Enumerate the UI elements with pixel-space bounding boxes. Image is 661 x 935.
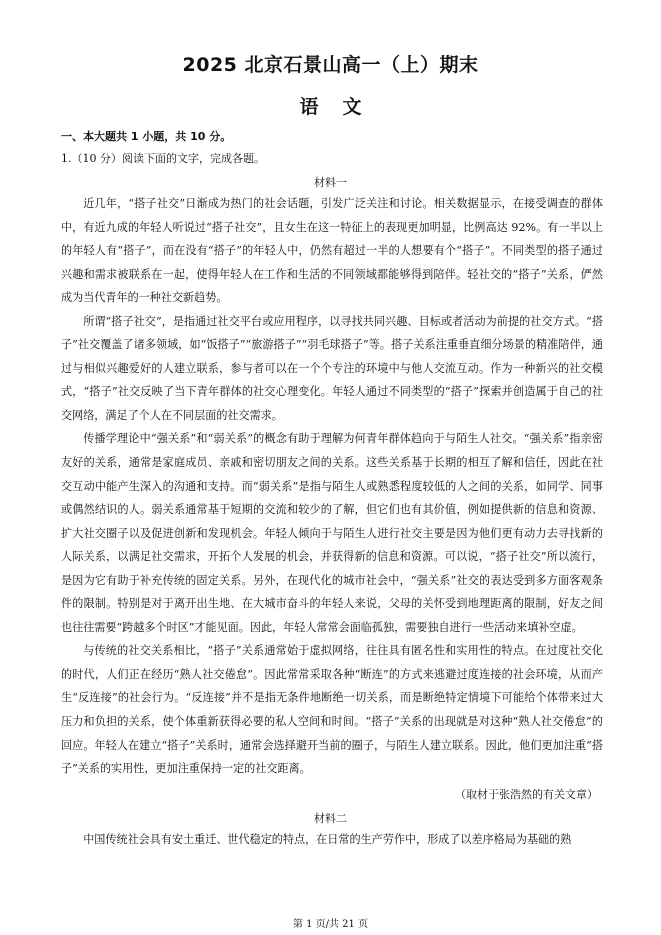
source-note: （取材于张浩然的有关文章） (455, 788, 598, 801)
paragraph: 中国传统社会具有安土重迁、世代稳定的特点，在日常的生产劳作中，形成了以差序格局为基础的熟 (83, 833, 572, 846)
material-two-body (61, 828, 603, 852)
material-two-title: 材料二 (314, 812, 347, 825)
page-number: 第 1 页/共 21 页 (292, 919, 369, 930)
paragraph: 所谓“搭子社交”，是指通过社交平台或应用程序，以寻找共同兴趣、目标或者活动为前提的社交方式。“搭子”社交覆盖了诸多领域，如“饭搭子”“旅游搭子”“羽毛球搭子”等。搭子关系注重垂直细分场景的精准陪伴，通过与相似兴趣爱好的人建立联系，参与者可以在一个个专注的环境中与他人交流互动。作为一种新兴的社交模式，“搭子”社交反映了当下青年群体的社交心理变化。年轻人通过不同类型的“搭子”探索并创造属于自己的社交网络，满足了个人在不同层面的社交需求。 (61, 314, 603, 422)
subject-title: 语文 (299, 96, 386, 118)
paragraph: 近几年，“搭子社交”日渐成为热门的社会话题，引发广泛关注和讨论。相关数据显示，在接受调查的群体中，有近九成的年轻人听说过“搭子社交”，且女生在这一特征上的表现更加明显，比例高达 92%。有一半以上的年轻人有“搭子”，而在没有“搭子”的年轻人中，仍然有超过一半的人想要有个“搭子”。不同类型的搭子通过兴趣和需求被联系在一起，使得年轻人在工作和生活的不同领域都能够得到陪伴。轻社交的“搭子”关系，俨然成为当代青年的一种社交新趋势。 (61, 197, 603, 305)
question-prompt: 1.（10 分）阅读下面的文字，完成各题。 (61, 152, 265, 165)
exam-title: 2025 北京石景山高一（上）期末 (182, 54, 479, 76)
material-one-body (61, 192, 603, 781)
paragraph: 与传统的社交关系相比，“搭子”关系通常始于虚拟网络，往往具有匿名性和实用性的特点。在过度社交化的时代，人们正在经历“熟人社交倦怠”。因此常常采取各种“断连”的方式来逃避过度连接的社会环境，从而产生“反连接”的社会行为。“反连接”并不是指无条件地断绝一切关系，而是断绝特定情境下可能给个体带来过大压力和负担的关系，使个体重新获得必要的私人空间和时间。“搭子”关系的出现就是对这种“熟人社交倦怠”的回应。年轻人在建立“搭子”关系时，通常会选择避开当前的圈子，与陌生人建立联系。因此，他们更加注重“搭子”关系的实用性，更加注重保持一定的社交距离。 (61, 644, 603, 776)
paragraph: 传播学理论中“强关系”和“弱关系”的概念有助于理解为何青年群体趋向于与陌生人社交。“强关系”指亲密友好的关系，通常是家庭成员、亲戚和密切朋友之间的关系。这些关系基于长期的相互了解和信任，因此在社交互动中能产生深入的沟通和支持。而“弱关系”是指与陌生人或熟悉程度较低的人之间的关系，如同学、同事或偶然结识的人。弱关系通常基于短期的交流和较少的了解，但它们也有其价值，例如提供新的信息和资源、扩大社交圈子以及促进创新和发现机会。年轻人倾向于与陌生人进行社交主要是因为他们更有动力去寻找新的人际关系，以满足社交需求，开拓个人发展的机会，并获得新的信息和资源。可以说，“搭子社交”所以流行，是因为它有助于补充传统的固定关系。另外，在现代化的城市社会中，“强关系”社交的表达受到多方面客观条件的限制。特别是对于离开出生地、在大城市奋斗的年轻人来说，父母的关怀受到地理距离的限制，好友之间也往往需要“跨越多个时区”才能见面。因此，年轻人常常会面临孤独，需要独自进行一些活动来填补空虚。 (61, 432, 603, 634)
material-one-title: 材料一 (314, 176, 347, 189)
section-heading: 一、本大题共 1 小题，共 10 分。 (61, 130, 232, 143)
